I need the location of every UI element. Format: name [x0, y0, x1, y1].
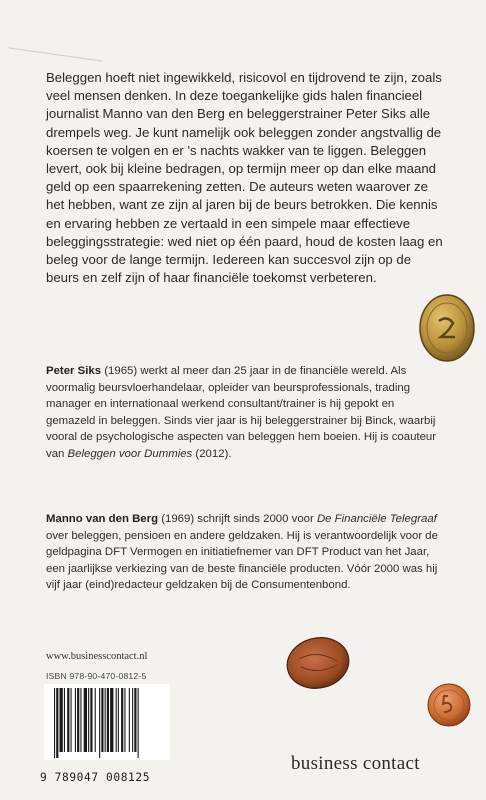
barcode-bar	[105, 688, 106, 752]
barcode-bar	[54, 688, 55, 758]
barcode-bar	[60, 688, 63, 752]
barcode-bar	[124, 688, 125, 752]
barcode-bar	[118, 688, 119, 752]
author-name: Peter Siks	[46, 365, 102, 377]
barcode-bar	[121, 688, 123, 752]
euro-coin-copper-icon	[285, 635, 351, 691]
barcode-bar	[107, 688, 109, 752]
euro-coin-gold-icon	[417, 293, 477, 363]
barcode-bar	[64, 688, 65, 752]
publisher-url[interactable]: www.businesscontact.nl	[46, 651, 148, 662]
publisher-logo: business contact	[291, 753, 420, 774]
barcode-bar	[77, 688, 79, 752]
bio-manno-van-den-berg	[46, 511, 446, 594]
barcode-bar	[90, 688, 92, 752]
bio-text: over beleggen, pensioen en andere geldzaken. Hij is verantwoordelijk voor de geldpagina DFT Vermogen en initiatiefnemer van DFT Product van het Jaar, een jaarlijkse verkiezing van de beste financiële producten. Vóór 2000 was hij vijf jaar (eind)redacteur geldzaken bij de Consumentenbond.	[46, 529, 438, 592]
barcode-bar	[138, 688, 139, 758]
bio-text: (1969) schrijft sinds 2000 voor	[158, 513, 317, 525]
barcode-digits: 9 789047 008125	[40, 771, 151, 784]
barcode-bar	[129, 688, 130, 752]
barcode-bar	[75, 688, 76, 752]
barcode-bar	[88, 688, 89, 752]
decorative-scratch	[8, 47, 102, 61]
author-name: Manno van den Berg	[46, 513, 159, 525]
barcode-bar	[84, 688, 87, 752]
isbn: ISBN 978-90-470-0812-5	[46, 671, 147, 681]
barcode-bar	[67, 688, 69, 752]
cover-blurb: Beleggen hoeft niet ingewikkeld, risicovol en tijdrovend te zijn, zoals veel mensen denken. In deze toegankelijke gids halen financieel journalist Manno van den Berg en beleggerstrainer Peter Siks alle drempels weg. Je kunt namelijk ook beleggen zonder angstvallig de koersen te volgen en er 's nachts wakker van te liggen. Beleggen levert, ook bij kleine bedragen, op termijn meer op dan elke maand geld op een spaarrekening zetten. De auteurs weten waarover ze het hebben, want ze zijn al jaren bij de beurs betrokken. Die kennis en ervaring hebben ze vertaald in een simpele maar effectieve beleggingsstrategie: wed niet op één paard, houd de kosten laag en beleg voor de lange termijn. Iedereen kan succesvol zijn op de beurs en zelf zijn of haar financiële toekomst verbeteren.	[46, 70, 443, 286]
barcode-bar	[116, 688, 117, 752]
book-title: Beleggen voor Dummies	[67, 447, 193, 460]
barcode-bars	[52, 688, 162, 758]
bio-text: (1965) werkt al meer dan 25 jaar in de financiële wereld. Als voormalig beursvloerhandelaar, opleider van beursprofessionals, trading manager en internationaal werkend consultant/trainer is hij gepokt en gemazeld in beleggen. Sinds vier jaar is hij beleggerstrainer bij Binck, waarbij vooral de psychologische aspecten van beleggen hem boeien. Hij is coauteur van	[46, 365, 437, 460]
bio-peter-siks	[46, 363, 446, 463]
barcode-bar	[134, 688, 136, 752]
barcode-icon	[44, 684, 170, 760]
euro-coin-small-icon	[426, 682, 472, 728]
barcode-bar	[110, 688, 113, 752]
bio-text: (2012).	[192, 447, 232, 460]
barcode-bar	[80, 688, 81, 752]
barcode-bar	[101, 688, 103, 752]
barcode-bar	[95, 688, 96, 752]
newspaper-title: De Financiële Telegraaf	[316, 513, 437, 525]
barcode-bar	[132, 688, 133, 752]
barcode-bar	[56, 688, 58, 758]
barcode-bar	[71, 688, 72, 752]
barcode-bar	[99, 688, 100, 758]
